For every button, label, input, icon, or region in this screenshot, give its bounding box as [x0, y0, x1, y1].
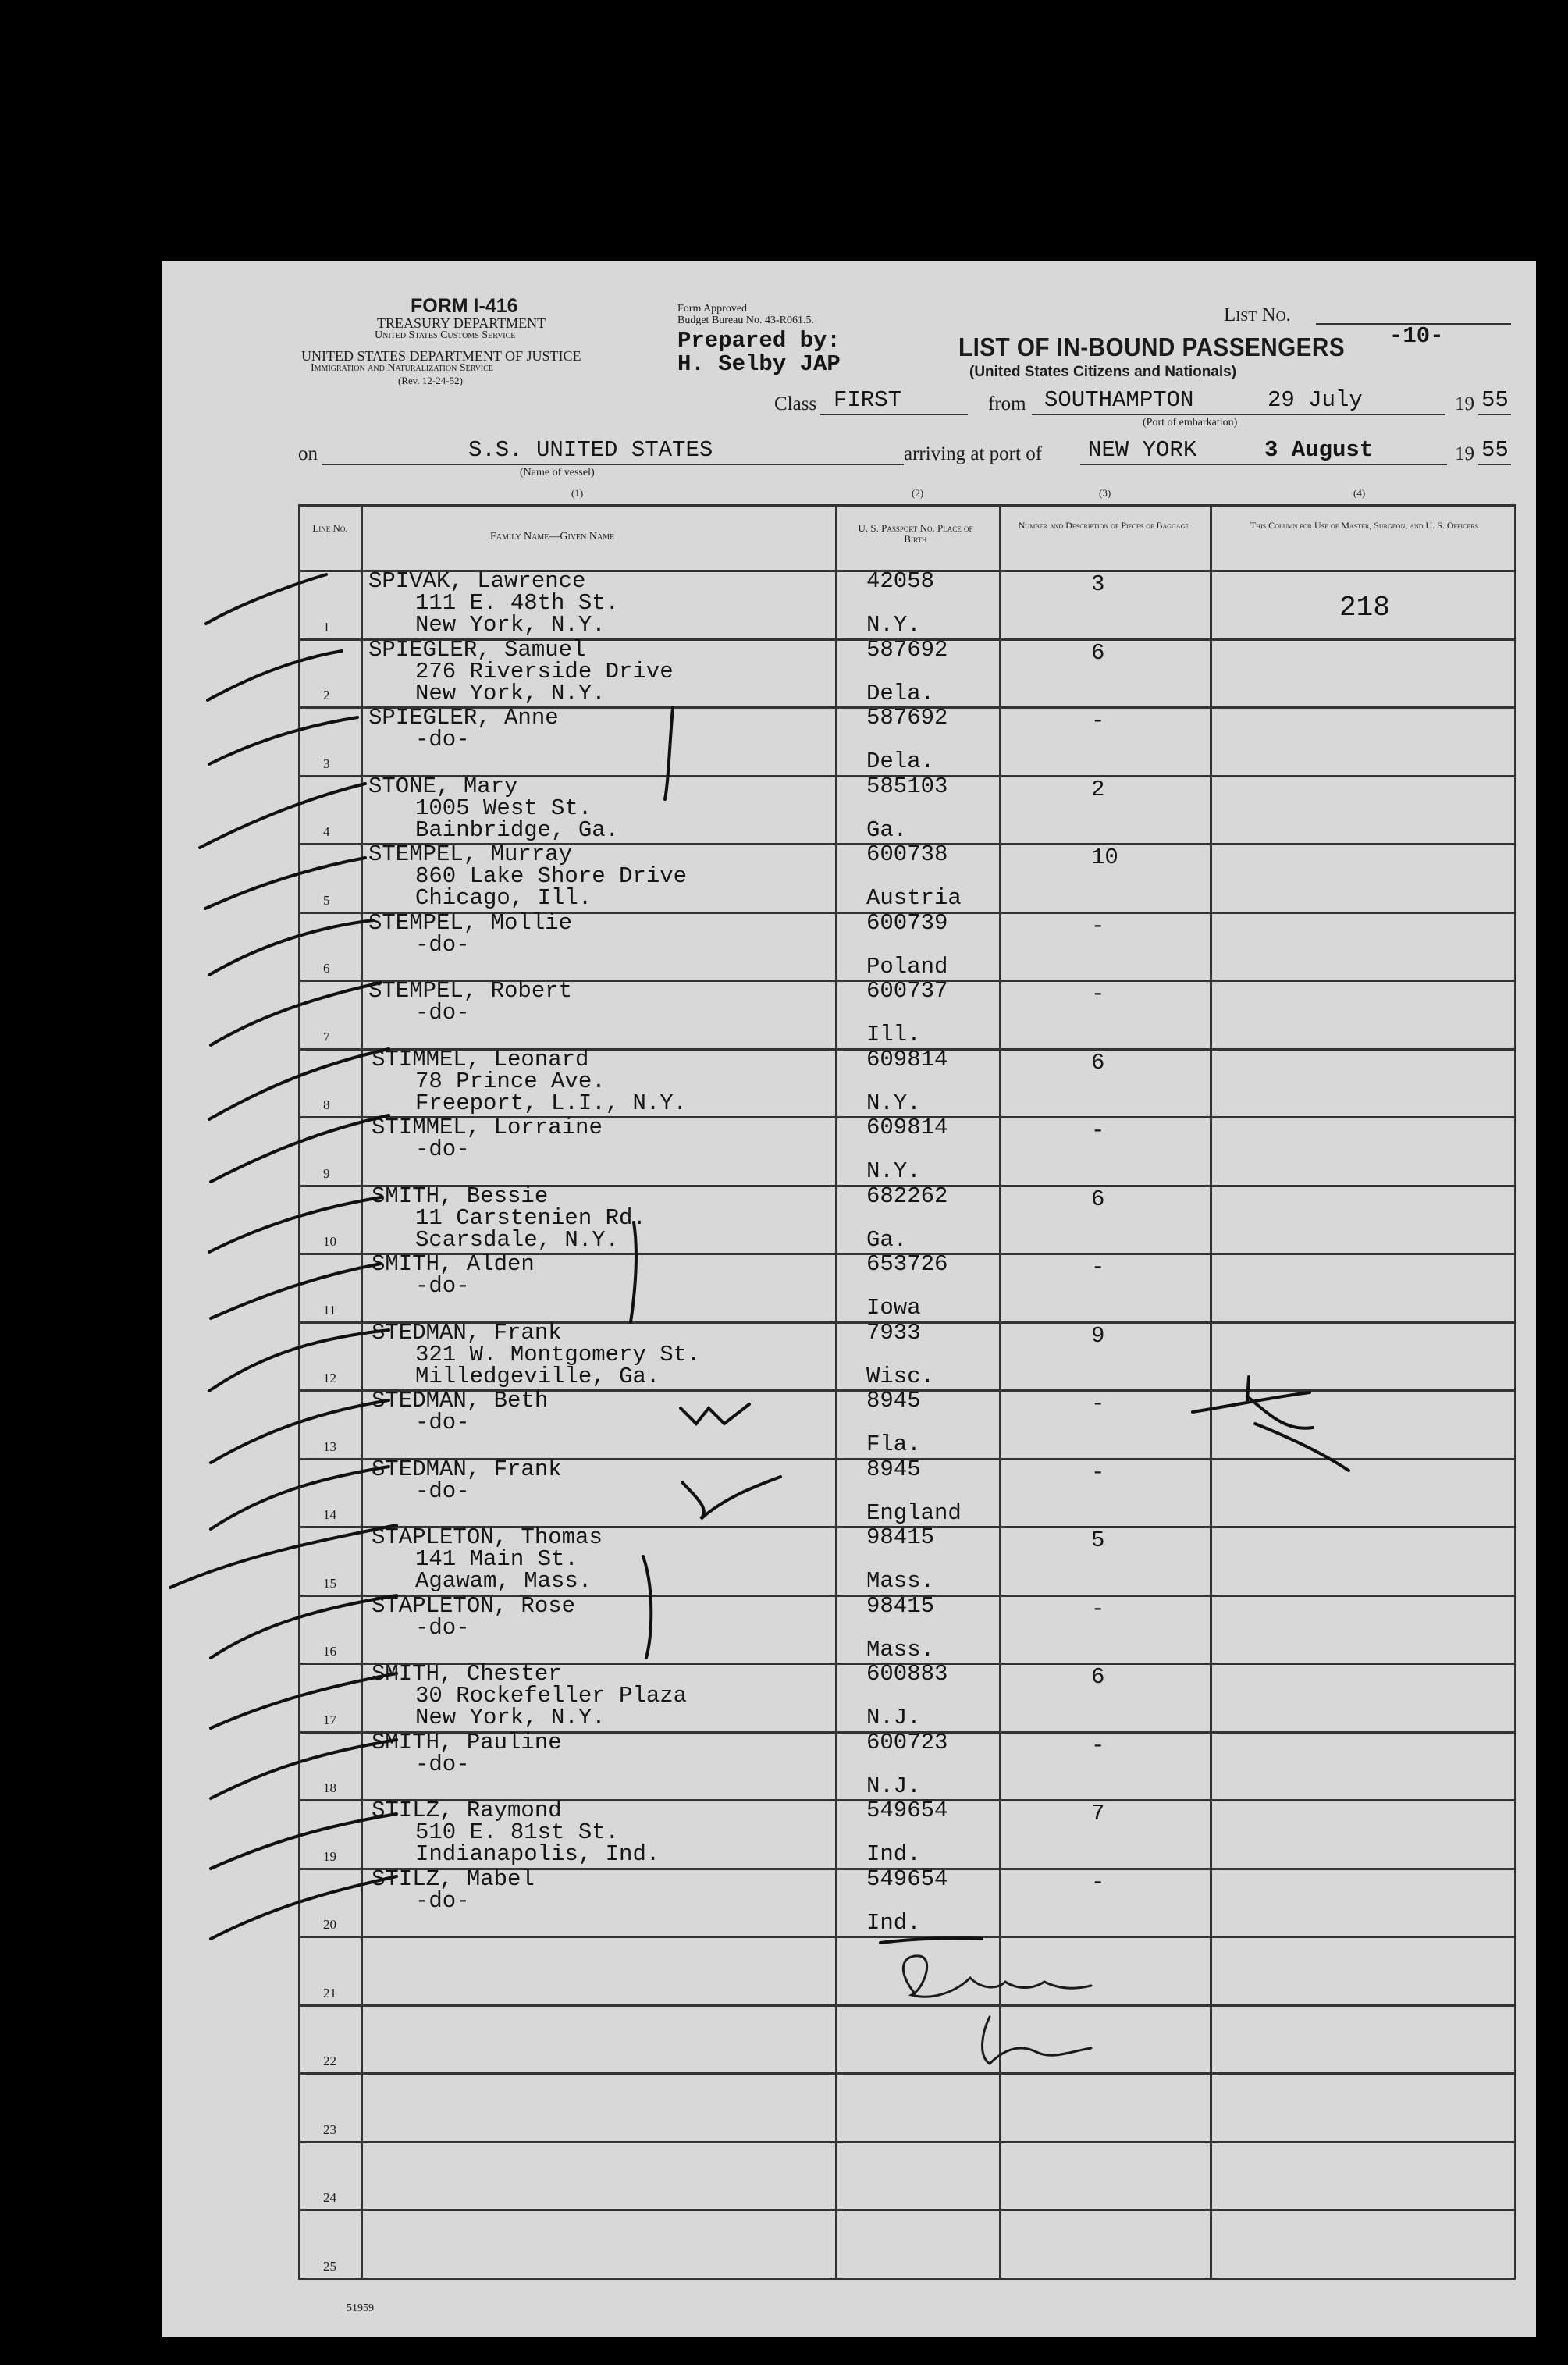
passenger-name: STIMMEL, Leonard	[372, 1046, 589, 1072]
arrival-port: NEW YORK	[1088, 437, 1197, 463]
place-of-birth: N.J.	[866, 1773, 921, 1799]
place-of-birth: Poland	[866, 953, 948, 980]
address-line-1: 510 E. 81st St.	[415, 1819, 620, 1845]
passport-number: 587692	[866, 636, 948, 663]
prepared-by-label: Prepared by:	[677, 328, 841, 354]
place-of-birth: Dela.	[866, 680, 935, 706]
departure-year: 55	[1481, 387, 1509, 413]
passenger-manifest-form	[162, 261, 1536, 2337]
baggage-count: -	[1091, 981, 1105, 1007]
passport-number: 8945	[866, 1388, 921, 1414]
column-number-1: (1)	[571, 487, 584, 499]
passenger-name: STIMMEL, Lorraine	[372, 1115, 603, 1140]
place-of-birth: Ga.	[866, 1226, 908, 1253]
baggage-count: 10	[1091, 845, 1118, 870]
baggage-count: 5	[1091, 1527, 1105, 1553]
passenger-name: SPIVAK, Lawrence	[368, 568, 586, 594]
place-of-birth: Iowa	[866, 1295, 921, 1321]
prepared-by: H. Selby JAP	[677, 351, 841, 377]
line-number: 8	[323, 1097, 330, 1112]
baggage-count: -	[1091, 1869, 1105, 1895]
baggage-count: 9	[1091, 1322, 1105, 1349]
baggage-count: 7	[1091, 1801, 1105, 1826]
address-line-1: -do-	[415, 931, 470, 958]
line-number: 24	[323, 2190, 336, 2205]
baggage-count: 2	[1091, 776, 1105, 802]
passenger-name: SPIEGLER, Anne	[368, 705, 559, 731]
address-line-1: -do-	[415, 1136, 470, 1162]
address-line-2: Agawam, Mass.	[415, 1568, 592, 1594]
treasury-department: TREASURY DEPARTMENT	[377, 315, 546, 331]
passport-number: 7933	[866, 1319, 921, 1346]
from-label: from	[988, 393, 1026, 414]
address-line-1: 111 E. 48th St.	[415, 590, 620, 616]
address-line-1: 321 W. Montgomery St.	[415, 1341, 701, 1367]
baggage-count: 6	[1091, 1664, 1105, 1690]
departure-date: 29 July	[1268, 387, 1363, 413]
handwritten-check-marks	[162, 261, 1536, 2337]
baggage-count: -	[1091, 912, 1105, 939]
arrival-date: 3 August	[1264, 437, 1374, 463]
passport-number: 98415	[866, 1524, 935, 1550]
address-line-2: Chicago, Ill.	[415, 885, 592, 911]
header-line-no: Line No.	[312, 522, 348, 534]
line-number: 2	[323, 688, 330, 702]
passport-number: 609814	[866, 1115, 948, 1140]
passenger-name: STILZ, Raymond	[372, 1798, 562, 1823]
baggage-count: 6	[1091, 1049, 1105, 1076]
line-number: 16	[323, 1644, 336, 1659]
baggage-count: -	[1091, 1254, 1105, 1280]
vessel-caption: (Name of vessel)	[520, 467, 595, 478]
passport-number: 98415	[866, 1592, 935, 1619]
address-line-1: -do-	[415, 1478, 470, 1504]
form-number: FORM I-416	[411, 295, 518, 317]
list-no-label: List No.	[1224, 304, 1291, 325]
address-line-1: -do-	[415, 1410, 470, 1435]
address-line-1: -do-	[415, 1614, 470, 1641]
arrival-year: 55	[1481, 437, 1509, 463]
form-approved: Form Approved	[677, 303, 748, 315]
vessel-name: S.S. UNITED STATES	[468, 437, 713, 463]
arrival-year-prefix: 19	[1455, 443, 1474, 464]
header-passport: U. S. Passport No. Place of Birth	[858, 522, 973, 545]
line-number: 4	[323, 824, 330, 839]
passport-number: 600883	[866, 1661, 948, 1687]
address-line-2: Scarsdale, N.Y.	[415, 1226, 620, 1253]
baggage-count: 6	[1091, 1186, 1105, 1212]
form-subtitle: (United States Citizens and Nationals)	[969, 364, 1237, 380]
place-of-birth: Ind.	[866, 1909, 921, 1936]
place-of-birth: Wisc.	[866, 1363, 935, 1389]
place-of-birth: Ill.	[866, 1022, 921, 1047]
passport-number: 609814	[866, 1046, 948, 1072]
column-number-2: (2)	[912, 487, 924, 499]
place-of-birth: N.Y.	[866, 612, 921, 638]
address-line-2: New York, N.Y.	[415, 680, 606, 706]
address-line-1: 1005 West St.	[415, 795, 592, 821]
form-title: LIST OF IN-BOUND PASSENGERS	[958, 333, 1346, 361]
line-number: 13	[323, 1439, 336, 1454]
passenger-name: STILZ, Mabel	[372, 1865, 535, 1892]
address-line-2: Milledgeville, Ga.	[415, 1363, 660, 1389]
arriving-label: arriving at port of	[904, 443, 1043, 464]
place-of-birth: N.Y.	[866, 1090, 921, 1116]
passenger-name: SMITH, Bessie	[372, 1182, 549, 1209]
passport-number: 600739	[866, 909, 948, 936]
line-number: 23	[323, 2121, 336, 2137]
on-label: on	[298, 443, 318, 464]
passenger-name: STEDMAN, Frank	[372, 1456, 562, 1482]
embarkation-port: SOUTHAMPTON	[1044, 387, 1194, 413]
line-number: 14	[323, 1507, 336, 1522]
address-line-1: 78 Prince Ave.	[415, 1068, 606, 1094]
list-number: -10-	[1389, 323, 1444, 349]
justice-department: UNITED STATES DEPARTMENT OF JUSTICE	[301, 348, 581, 364]
customs-service: United States Customs Service	[375, 329, 516, 341]
line-number: 3	[323, 756, 330, 771]
line-number: 7	[323, 1029, 330, 1044]
address-line-1: -do-	[415, 1273, 470, 1299]
place-of-birth: Ind.	[866, 1841, 921, 1867]
line-number: 9	[323, 1165, 330, 1181]
embarkation-caption: (Port of embarkation)	[1143, 417, 1238, 429]
line-number: 10	[323, 1234, 336, 1249]
address-line-1: 141 Main St.	[415, 1546, 578, 1572]
line-number: 20	[323, 1917, 336, 1932]
line-number: 15	[323, 1575, 336, 1591]
passport-number: 600737	[866, 978, 948, 1004]
passenger-name: STEDMAN, Frank	[372, 1319, 562, 1346]
baggage-count: -	[1091, 1459, 1105, 1485]
line-number: 18	[323, 1780, 336, 1795]
passenger-name: STEMPEL, Robert	[368, 978, 573, 1004]
class-value: FIRST	[834, 387, 902, 413]
place-of-birth: N.J.	[866, 1705, 921, 1730]
place-of-birth: Austria	[866, 885, 962, 911]
passenger-name: STEMPEL, Mollie	[368, 909, 573, 936]
place-of-birth: N.Y.	[866, 1158, 921, 1184]
passport-number: 8945	[866, 1456, 921, 1482]
line-number: 17	[323, 1712, 336, 1727]
line-number: 6	[323, 961, 330, 976]
passenger-name: STAPLETON, Rose	[372, 1592, 576, 1619]
place-of-birth: England	[866, 1499, 962, 1526]
address-line-2: Freeport, L.I., N.Y.	[415, 1090, 688, 1116]
passport-number: 42058	[866, 568, 935, 594]
address-line-1: 11 Carstenien Rd.	[415, 1204, 646, 1231]
passport-number: 585103	[866, 773, 948, 799]
footer-form-code: 51959	[347, 2303, 374, 2314]
place-of-birth: Ga.	[866, 816, 908, 843]
address-line-2: Bainbridge, Ga.	[415, 816, 620, 843]
passport-number: 600723	[866, 1729, 948, 1755]
passport-number: 682262	[866, 1182, 948, 1209]
passenger-name: SMITH, Chester	[372, 1661, 562, 1687]
baggage-count: -	[1091, 1732, 1105, 1759]
year-prefix: 19	[1455, 393, 1474, 414]
baggage-count: -	[1091, 1391, 1105, 1417]
address-line-1: 860 Lake Shore Drive	[415, 863, 688, 889]
line-number: 25	[323, 2258, 336, 2274]
address-line-1: -do-	[415, 1887, 470, 1914]
header-baggage: Number and Description of Pieces of Baggage	[1018, 520, 1189, 531]
passenger-name: SMITH, Alden	[372, 1251, 535, 1277]
passenger-name: STEDMAN, Beth	[372, 1388, 549, 1414]
baggage-count: -	[1091, 1118, 1105, 1143]
baggage-count: -	[1091, 708, 1105, 734]
line-number: 11	[323, 1302, 336, 1318]
header-officers: This Column for Use of Master, Surgeon, and U. S. Officers	[1250, 520, 1479, 531]
address-line-1: 30 Rockefeller Plaza	[415, 1683, 688, 1709]
baggage-count: 3	[1091, 571, 1105, 597]
header-family-name: Family Name—Given Name	[490, 531, 615, 542]
place-of-birth: Mass.	[866, 1568, 935, 1594]
address-line-2: Indianapolis, Ind.	[415, 1841, 660, 1867]
passenger-name: STONE, Mary	[368, 773, 518, 799]
form-revision: (Rev. 12-24-52)	[398, 375, 463, 386]
line-number: 5	[323, 892, 330, 908]
address-line-2: New York, N.Y.	[415, 1705, 606, 1730]
line-number: 19	[323, 1848, 336, 1864]
passport-number: 653726	[866, 1251, 948, 1277]
address-line-1: -do-	[415, 727, 470, 752]
passport-number: 549654	[866, 1798, 948, 1823]
line-number: 1	[323, 619, 330, 635]
passport-number: 549654	[866, 1865, 948, 1892]
passenger-name: STEMPEL, Murray	[368, 841, 573, 867]
ins-service: Immigration and Naturalization Service	[311, 362, 493, 374]
address-line-1: 276 Riverside Drive	[415, 658, 674, 685]
address-line-1: -do-	[415, 1751, 470, 1777]
line-number: 21	[323, 1985, 336, 2000]
address-line-1: -do-	[415, 1000, 470, 1026]
passenger-name: SPIEGLER, Samuel	[368, 636, 586, 663]
baggage-count: 6	[1091, 639, 1105, 666]
passport-number: 587692	[866, 705, 948, 731]
passenger-name: STAPLETON, Thomas	[372, 1524, 603, 1550]
place-of-birth: Mass.	[866, 1636, 935, 1663]
passport-number: 600738	[866, 841, 948, 867]
line-number: 12	[323, 1371, 336, 1385]
address-line-2: New York, N.Y.	[415, 612, 606, 638]
line-number: 22	[323, 2054, 336, 2068]
budget-bureau: Budget Bureau No. 43-R061.5.	[677, 315, 814, 326]
officer-note: 218	[1339, 592, 1390, 624]
place-of-birth: Fla.	[866, 1431, 921, 1457]
class-label: Class	[774, 393, 817, 414]
place-of-birth: Dela.	[866, 749, 935, 774]
column-number-4: (4)	[1353, 487, 1366, 499]
passenger-name: SMITH, Pauline	[372, 1729, 562, 1755]
column-number-3: (3)	[1099, 487, 1111, 499]
baggage-count: -	[1091, 1595, 1105, 1622]
